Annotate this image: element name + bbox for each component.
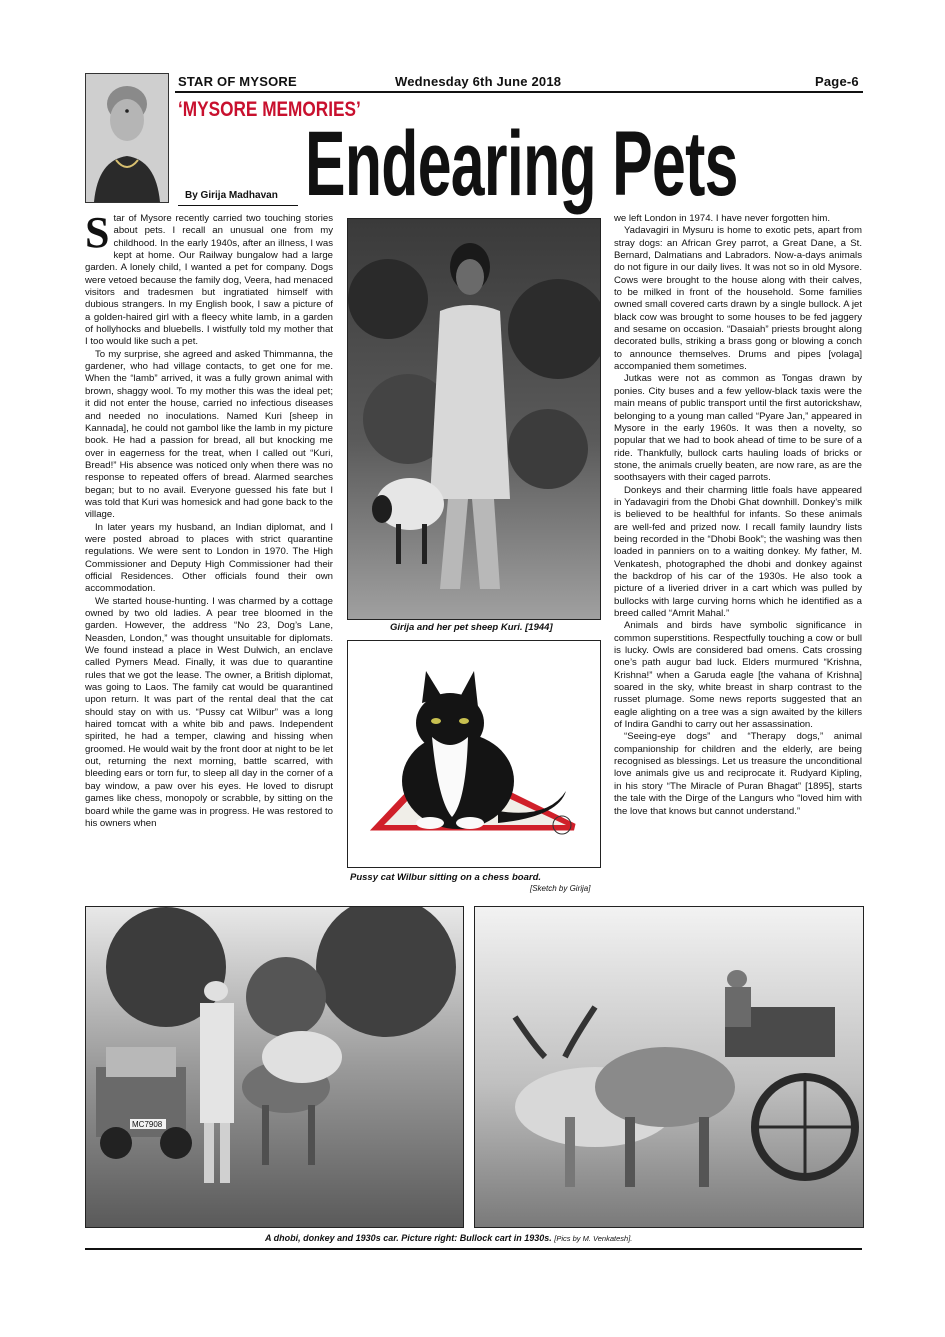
article-column-3 (614, 213, 862, 873)
paragraph: tar of Mysore recently carried two touching stories about pets. I recall an unusual one from my childhood. In the early 1940s, after an illness, I was kept at home. Our Railway bungalow had a large garden. A lonely child, I wanted a pet for company. Dogs were vetoed because the family dog, Veera, had menaced visitors and tradesmen but ingratiated himself with dubious strangers. In my English book, I saw a picture of a golden-haired girl with a fleecy white lamb, in a garden of hollyhocks and bluebells. I wistfully told my mother that I too would like such a pet. (85, 213, 333, 348)
paper-name: STAR OF MYSORE (178, 74, 297, 89)
caption-bottom-text: A dhobi, donkey and 1930s car. Picture right: Bullock cart in 1930s. (265, 1233, 552, 1243)
caption-bottom (265, 1233, 632, 1243)
car-plate: MC7908 (132, 1120, 163, 1129)
footer-rule (85, 1248, 862, 1250)
author-portrait (85, 73, 169, 203)
byline: By Girija Madhavan (185, 190, 278, 201)
cat-sketch (347, 640, 601, 868)
paragraph: To my surprise, she agreed and asked Thimmanna, the gardener, who had village contacts, to get one for me. When the “lamb” arrived, it was a fully grown animal with brown, shaggy wool. To my mother this was the ideal pet; it did not enter the house, carried no infectious diseases and needed no inoculations. Named Kuri [sheep in Kannada], he could not gambol like the lamb in my picture book. He had a passion for bread, all but knocking me over in eagerness for the treat, when I called out “Kuri, Bread!” His absence was noticed only when there was no response to repeated offers of bread. Alarmed searches began; but to no avail. Everyone guessed his fate but I was told that Kuri was homesick and had gone back to the village. (85, 348, 333, 521)
paragraph: we left London in 1974. I have never forgotten him. (614, 213, 830, 224)
dhobi-donkey-photo (85, 906, 464, 1228)
credit-cat: [Sketch by Girija] (530, 884, 591, 893)
issue-date: Wednesday 6th June 2018 (395, 74, 562, 89)
credit-bottom: [Pics by M. Venkatesh]. (554, 1234, 633, 1243)
paragraph: In later years my husband, an Indian diplomat, and I were posted abroad to places with strict quarantine regulations. We were sent to London in 1970. The High Commissioner and Deputy High Commissioner had their official Residences. Other officials found their own accommodation. (85, 521, 333, 595)
girl-sheep-photo (347, 218, 601, 620)
bullock-cart-photo (474, 906, 864, 1228)
paragraph: We started house-hunting. I was charmed by a cottage owned by two old ladies. A pear tree bloomed in the garden. However, the address “No 23, Dog’s Lane, Neasden, London,” was thought unsuitable for diplomats. We found instead a place in West Dulwich, an enclave called Pymers Mead. Finally, it was due to quarantine rules that we got the lease. The owner, a British diplomat, was going to Laos. The family cat would be quarantined upon return. It was part of the rental deal that the cat should stay on with us. “Pussy cat Wilbur” was a long haired tomcat with a white bib and paws. Independent spirited, he had a temper, clawing and hissing when groomed. He would wait by the front door at night to be let out, returning the next morning, battle scarred, with bleeding ears or torn fur, to sleep all day in the corner of a bay window, a paw over his eyes. He loved to disrupt games like chess, monopoly or scrabble, by sitting on the board while the game was in progress. He was restored to his owners when (85, 595, 333, 829)
paragraph: Donkeys and their charming little foals have appeared in Yadavagiri from the Dhobi Ghat downhill. Donkey’s milk is believed to be healthful for infants. So these animals are well-fed and prized now. I recall family laundry lists being recorded in the “Dhobi Book”; the washing was then loaded in panniers on to a waiting donkey. My father, M. Venkatesh, photographed the dhobi and donkey against the backdrop of his car of the 1930s. He also took a picture of a liveried driver in a cart which was pulled by bullocks with large curving horns which he identified as a breed called “Amrit Mahal.” (614, 484, 862, 619)
paragraph: Jutkas were not as common as Tongas drawn by ponies. City buses and a few yellow-black taxis were the main means of public transport until the first autorickshaw, belonging to a young man called “Pyare Jan,” appeared in Mysore in the early 1960s. It was then a novelty, so popular that we had to book ahead of time to be sure of a ride. Thankfully, bullock carts hauling loads of bricks or stone, the animals cruelly beaten, are now rare, as are the soothsayers with their caged parrots. (614, 373, 862, 484)
caption-cat: Pussy cat Wilbur sitting on a chess board. (350, 872, 542, 883)
article-title: Endearing Pets (305, 113, 738, 215)
column-kicker: ‘MYSORE MEMORIES’ (178, 98, 361, 121)
caption-girl-sheep: Girija and her pet sheep Kuri. [1944] (390, 622, 553, 633)
paragraph: Animals and birds have symbolic significance in common superstitions. Respectfully touching a cow or bull is lucky. Owls are considered bad omens. Cats crossing one’s path augur bad luck. Elders murmured “Krishna, Krishna!” when a Garuda eagle [the vahana of Krishna] soared in the sky, white breast in sharp contrast to the russet plumage. Some news reports suggested that an eagle alighting on a tree was a sign awaited by the killers of Indira Gandhi to carry out her assassination. (614, 620, 862, 731)
drop-cap: S (85, 213, 110, 257)
paragraph: Yadavagiri in Mysuru is home to exotic pets, apart from stray dogs: an African Grey parrot, a Great Dane, a St. Bernard, Dalmatians and Labradors. Now-a-days animals do not figure in our daily lives. It was not so in old Mysore. Cows were brought to the house along with their calves, to be milked in front of the household. Some families owned small covered carts drawn by a single bullock. A jet black cow was brought to some houses to be fed jaggery and sesame on occasion. “Dasaiah” priests brought along decorated bulls, striking a brass gong or blowing a conch to announce themselves. Drums and pipes [volaga] accompanied them sometimes. (614, 225, 862, 373)
page-number: Page-6 (815, 74, 859, 89)
article-column-1 (85, 213, 333, 871)
header-rule (175, 91, 863, 93)
byline-rule (178, 205, 298, 206)
paragraph: “Seeing-eye dogs” and “Therapy dogs,” animal companionship for children and the elderly, are being recognised as blessings. Let us treasure the unconditional love animals give us and reciprocate it. Rudyard Kipling, in his story “The Miracle of Puran Bhagat” [1895], starts the tale with the Dirge of the Langurs who “loved him with the love that knows but cannot understand.” (614, 731, 862, 817)
